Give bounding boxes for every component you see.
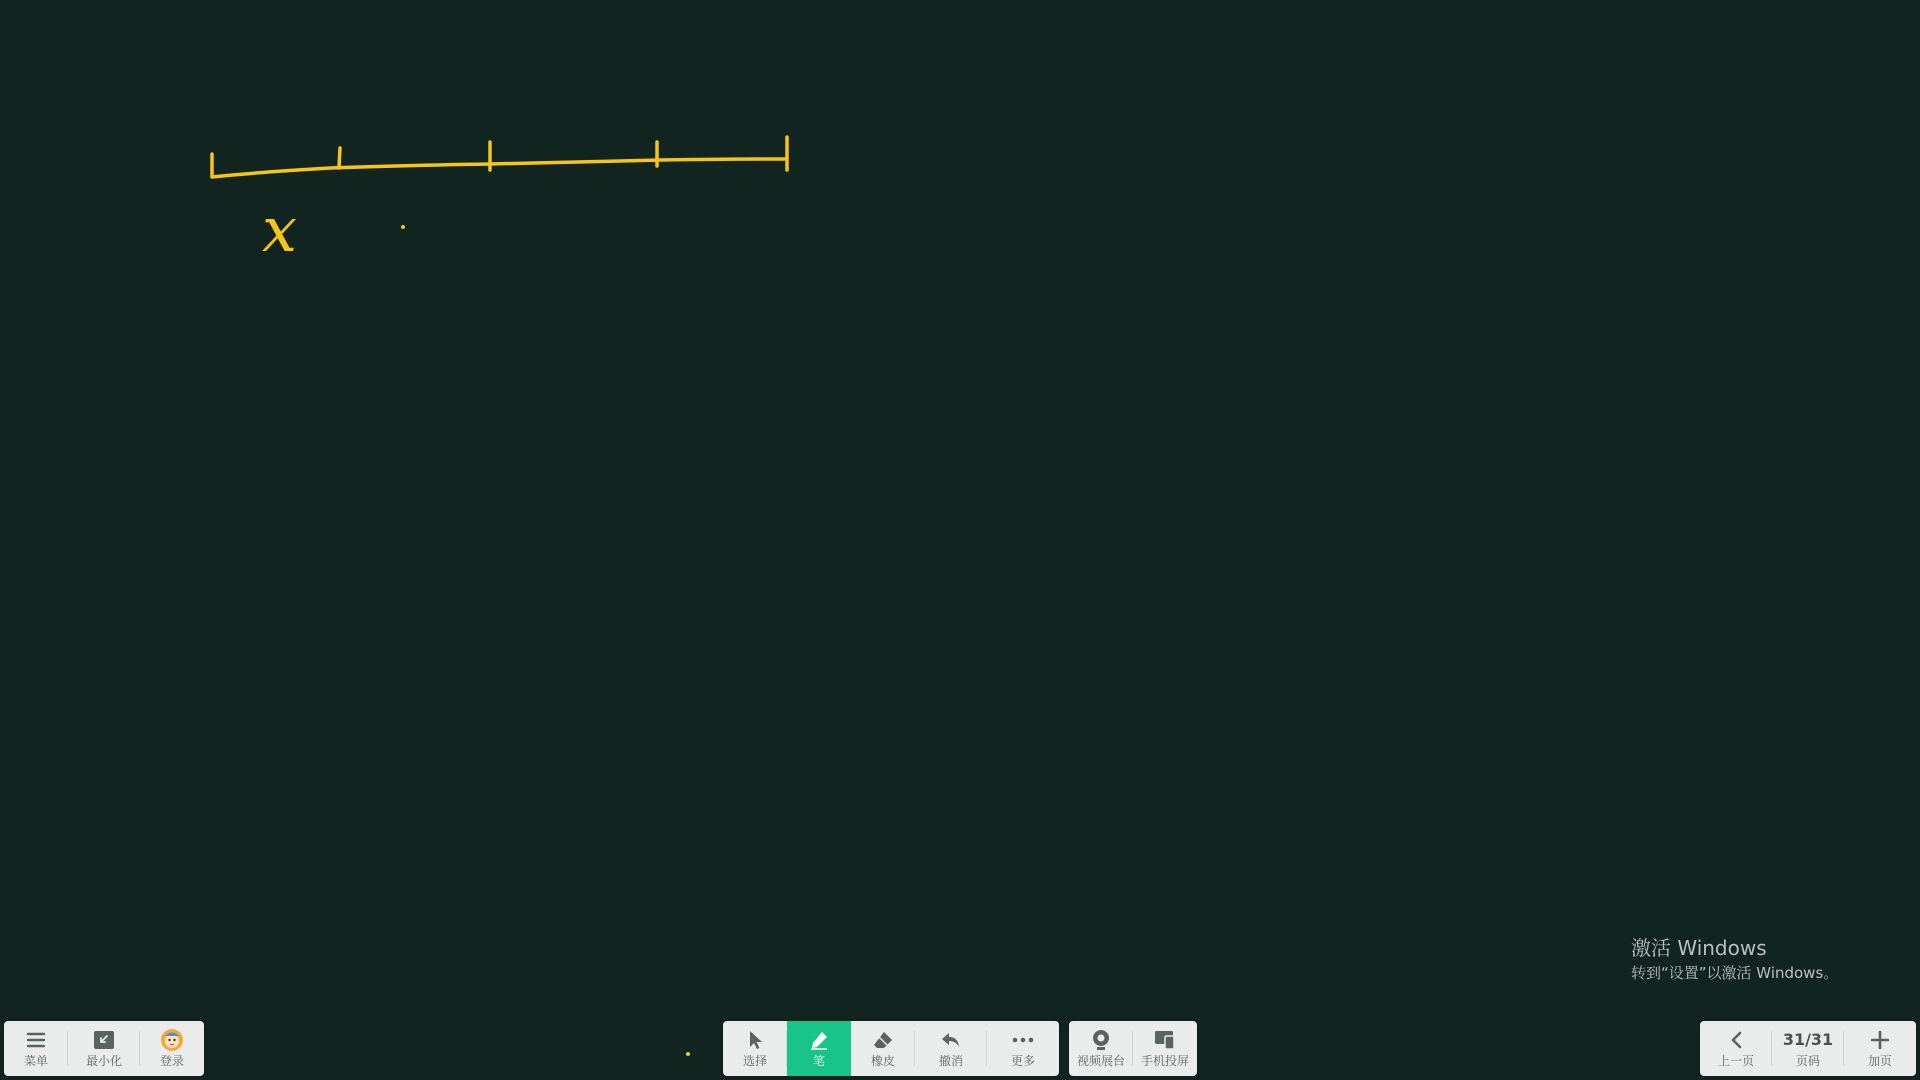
- hamburger-icon: [26, 1029, 46, 1051]
- video-booth-button[interactable]: [1069, 1021, 1133, 1076]
- undo-button[interactable]: [915, 1021, 987, 1076]
- camera-icon: [1091, 1029, 1111, 1051]
- login-button[interactable]: [140, 1021, 204, 1076]
- stray-dot-1: [401, 225, 405, 229]
- login-label: 登录: [159, 1054, 184, 1068]
- left-toolbar: [4, 1021, 204, 1076]
- pen-icon: [809, 1029, 829, 1051]
- undo-label: 撤消: [938, 1054, 963, 1068]
- menu-button[interactable]: [4, 1021, 68, 1076]
- minimize-icon: [93, 1029, 115, 1051]
- eraser-tool-button[interactable]: [851, 1021, 915, 1076]
- more-icon: [1012, 1029, 1034, 1051]
- number-line-tick-1: [339, 148, 340, 168]
- pen-tool-button[interactable]: [787, 1021, 851, 1076]
- plus-icon: [1871, 1029, 1889, 1051]
- page-number: 31/31: [1782, 1030, 1834, 1049]
- more-button[interactable]: [987, 1021, 1059, 1076]
- eraser-tool-label: 橡皮: [870, 1054, 895, 1068]
- more-label: 更多: [1010, 1054, 1035, 1068]
- stray-dot-2: [686, 1052, 690, 1056]
- video-booth-label: 视频展台: [1076, 1054, 1125, 1068]
- add-page-button[interactable]: [1844, 1021, 1916, 1076]
- number-line-stroke: [212, 154, 786, 177]
- windows-activation-watermark: [1631, 935, 1838, 983]
- prev-page-button[interactable]: [1700, 1021, 1772, 1076]
- page-toolbar: [1700, 1021, 1916, 1076]
- select-tool-button[interactable]: [723, 1021, 787, 1076]
- phone-cast-icon: [1154, 1029, 1176, 1051]
- handwritten-x: x: [262, 193, 297, 266]
- undo-icon: [940, 1029, 962, 1051]
- select-tool-label: 选择: [742, 1054, 767, 1068]
- phone-cast-button[interactable]: [1133, 1021, 1197, 1076]
- phone-cast-label: 手机投屏: [1140, 1054, 1189, 1068]
- minimize-button[interactable]: [68, 1021, 140, 1076]
- add-page-label: 加页: [1867, 1054, 1892, 1068]
- minimize-label: 最小化: [85, 1054, 122, 1068]
- extra-toolbar: [1069, 1021, 1197, 1076]
- pen-tool-label: 笔: [812, 1054, 825, 1068]
- chevron-left-icon: [1729, 1029, 1743, 1051]
- prev-page-label: 上一页: [1717, 1054, 1754, 1068]
- page-indicator-label: 页码: [1795, 1054, 1820, 1068]
- page-indicator-button[interactable]: [1772, 1021, 1844, 1076]
- main-toolbar: [723, 1021, 1059, 1076]
- eraser-icon: [872, 1029, 894, 1051]
- watermark-subtitle: 转到“设置”以激活 Windows。: [1631, 964, 1839, 982]
- watermark-title: 激活 Windows: [1631, 936, 1767, 960]
- cursor-icon: [746, 1029, 764, 1051]
- menu-label: 菜单: [23, 1054, 48, 1068]
- avatar-icon: [160, 1029, 184, 1051]
